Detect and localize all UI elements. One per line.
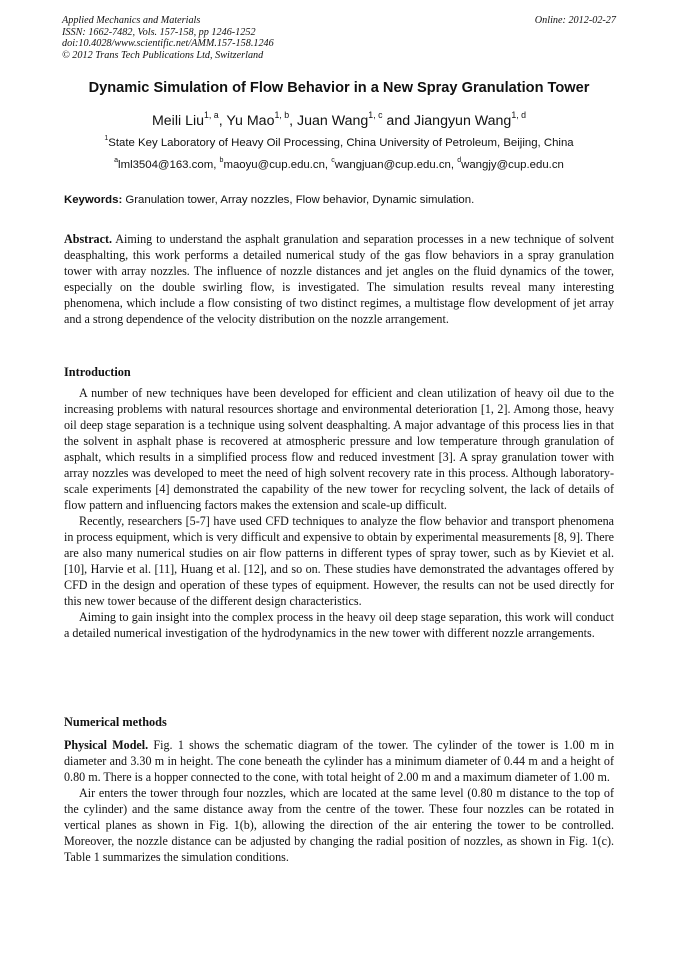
email: $^a$lml3504@163.com, bbox=[114, 156, 220, 171]
keywords bbox=[64, 194, 618, 206]
paragraph: Physical Model. Fig. 1 shows the schematic diagram of the tower. The cylinder of the tower is 1.00 m in diameter and 3.30 m in height. The cone beneath the cylinder has a minimum diameter of 0.44 m and a height of 0.80 m. There is a hopper connected to the cone, with total height of 2.00 m and a maximum diameter of 1.00 m. bbox=[64, 738, 614, 784]
introduction-heading: Introduction bbox=[64, 365, 131, 379]
paragraph: Air enters the tower through four nozzles, which are located at the same level (0.80 m distance to the top of the cylinder) and the same distance away from the centre of the tower. These four nozzles can be rotated in vertical planes as shown in Fig. 1(b), allowing the direction of the air entering the tower to be controlled. Moreover, the nozzle distance can be adjusted by changing the radial position of nozzles, as shown in Fig. 1(c). Table 1 summarizes the simulation conditions. bbox=[64, 786, 614, 864]
journal-name: Applied Mechanics and Materials bbox=[62, 15, 201, 26]
author: Yu Mao$^{1, b}$, bbox=[226, 110, 298, 129]
keywords-label: Keywords: bbox=[64, 194, 123, 206]
keywords-text: Granulation tower, Array nozzles, Flow behavior, Dynamic simulation. bbox=[122, 194, 475, 206]
online-date: Online: 2012-02-27 bbox=[534, 15, 616, 26]
paragraph: A number of new techniques have been developed for efficient and clean utilization of heavy oil due to the increasing problems with natural resources shortage and environmental deterioration [1, 2]. Among those, heavy oil deep stage separation is a technique using solvent deasphalting. A major advantage of this process lies in that the solvent in asphalt phase is recovered at atmospheric pressure and low temperature through granulation of asphalt, which results in a simplified process flow and reduced investment [3]. A spray granulation tower with array nozzles was developed to meet the need of high solvent recovery rate in this process. Although laboratory-scale experiments [4] demonstrated the capability of the new tower for recycling solvent, the lack of details of flow pattern and influencing factors makes the extension and scale-up difficult. bbox=[64, 386, 614, 512]
copyright-line: © 2012 Trans Tech Publications Ltd, Switzerland bbox=[62, 49, 264, 61]
author: Jiangyun Wang$^{1, d}$ bbox=[414, 110, 527, 129]
abstract-text: Aiming to understand the asphalt granulation and separation processes in a new technique of solvent deasphalting, this work performs a detailed numerical study of the gas flow behaviors in a spray granulation tower with array nozzles. The influence of nozzle distances and jet angles on the fluid dynamics of the tower, especially on the double swirling flow, is investigated. The simulation results reveal many interesting phenomena, which include a flow consisting of two distinct regimes, a multistage flow development of jet array and a strong dependence of the velocity distribution on the nozzle arrangement. bbox=[64, 232, 614, 326]
author-list bbox=[40, 110, 638, 129]
affiliation: $^1$State Key Laboratory of Heavy Oil Processing, China University of Petroleum, Beijing, China bbox=[104, 134, 574, 149]
physical-model-label: Physical Model. bbox=[64, 738, 149, 752]
journal-header bbox=[62, 15, 274, 61]
issn-line: ISSN: 1662-7482, Vols. 157-158, pp 1246-1252 bbox=[62, 26, 256, 38]
doi-line: doi:10.4028/www.scientific.net/AMM.157-158.1246 bbox=[62, 38, 274, 50]
methods-body bbox=[64, 737, 614, 865]
email: $^d$wangjy@cup.edu.cn bbox=[457, 156, 564, 171]
email: $^b$maoyu@cup.edu.cn, bbox=[219, 156, 332, 171]
author-emails bbox=[40, 156, 638, 171]
paragraph: Recently, researchers [5-7] have used CFD techniques to analyze the flow behavior and transport phenomena in process equipment, which is very difficult and expensive to obtain by experimental measurements [8, 9]. There are also many numerical studies on air flow patterns in different types of spray tower, such as by Kieviet et al. [10], Harvie et al. [11], Huang et al. [12], and so on. These studies have demonstrated the advantages offered by CFD in the design and operation of these types of equipment. However, the results can not be used directly for this new tower because of the different design characteristics. bbox=[64, 514, 614, 608]
author: Juan Wang$^{1, c}$ and bbox=[297, 110, 415, 129]
methods-heading: Numerical methods bbox=[64, 715, 167, 729]
introduction-body bbox=[64, 385, 614, 641]
email: $^c$wangjuan@cup.edu.cn, bbox=[331, 156, 458, 171]
abstract bbox=[64, 231, 614, 327]
paper-title: Dynamic Simulation of Flow Behavior in a New Spray Granulation Tower bbox=[88, 80, 590, 96]
paragraph: Aiming to gain insight into the complex process in the heavy oil deep stage separation, this work will conduct a detailed numerical investigation of the hydrodynamics in the new tower with different nozzle arrangements. bbox=[64, 610, 614, 640]
author: Meili Liu$^{1, a}$, bbox=[151, 110, 227, 129]
abstract-label: Abstract. bbox=[64, 232, 113, 246]
